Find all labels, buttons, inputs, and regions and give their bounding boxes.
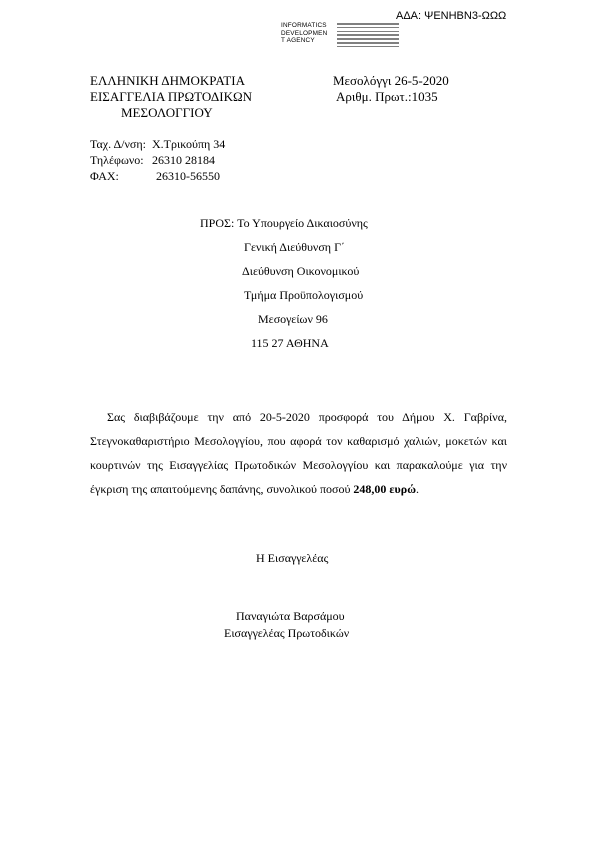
recipient-postcode-city: 115 27 ΑΘΗΝΑ xyxy=(251,336,329,350)
ada-code: ΑΔΑ: ΨΕΝΗΒΝ3-ΩΩΩ xyxy=(396,10,507,22)
signatory-name: Παναγιώτα Βαρσάμου xyxy=(236,609,345,623)
recipient-ministry: ΠΡΟΣ: Το Υπουργείο Δικαιοσύνης xyxy=(200,216,368,230)
address-phone-label: Τηλέφωνο: xyxy=(90,153,144,167)
recipient-general-directorate: Γενική Διεύθυνση Γ΄ xyxy=(244,240,346,254)
header-city: ΜΕΣΟΛΟΓΓΙΟΥ xyxy=(121,105,213,120)
letter-body xyxy=(90,405,507,501)
header-prosecution-office: ΕΙΣΑΓΓΕΛΙΑ ΠΡΩΤΟΔΙΚΩΝ xyxy=(90,89,253,104)
stamp-agency-line-3: T AGENCY xyxy=(281,37,315,45)
stamp-details-illegible xyxy=(337,23,399,49)
letter-body-text: Σας διαβιβάζουμε την από 20-5-2020 προσφορά του Δήμου Χ. Γαβρίνα, Στεγνοκαθαριστήριο Μεσολογγίου, που αφορά τον καθαρισμό χαλιών, μοκετών και κουρτινών της Εισαγγελίας Πρωτοδικών Μεσολογγίου και παρακαλούμε για την έγκριση της απαιτούμενης δαπάνης, συνολικού ποσού xyxy=(90,410,507,496)
address-fax-label: ΦΑΧ: xyxy=(90,169,119,183)
address-street-value: Χ.Τρικούπη 34 xyxy=(152,137,226,151)
recipient-department: Τμήμα Προϋπολογισμού xyxy=(244,288,364,302)
address-fax-value: 26310-56550 xyxy=(156,169,220,183)
address-street-label: Ταχ. Δ/νση: xyxy=(90,137,147,151)
signature-title: Η Εισαγγελέας xyxy=(256,551,329,565)
address-phone-value: 26310 28184 xyxy=(152,153,215,167)
stamp-agency-line-2: DEVELOPMEN xyxy=(281,29,328,37)
stamp-agency-line-1: INFORMATICS xyxy=(281,22,327,29)
recipient-street: Μεσογείων 96 xyxy=(258,312,328,326)
total-amount: 248,00 ευρώ xyxy=(353,482,416,496)
address-street-row xyxy=(90,136,225,152)
header-republic: ΕΛΛΗΝΙΚΗ ΔΗΜΟΚΡΑΤΙΑ xyxy=(90,73,245,88)
letter-body-end: . xyxy=(415,482,419,496)
address-fax-row xyxy=(90,168,220,184)
document-date: Μεσολόγγι 26-5-2020 xyxy=(333,73,449,88)
protocol-number: Αριθμ. Πρωτ.:1035 xyxy=(336,89,438,104)
digital-signature-stamp xyxy=(281,22,399,54)
address-phone-row xyxy=(90,152,215,168)
recipient-directorate: Διεύθυνση Οικονομικού xyxy=(242,264,360,278)
stamp-agency-name xyxy=(281,22,327,45)
signatory-role: Εισαγγελέας Πρωτοδικών xyxy=(224,626,350,640)
